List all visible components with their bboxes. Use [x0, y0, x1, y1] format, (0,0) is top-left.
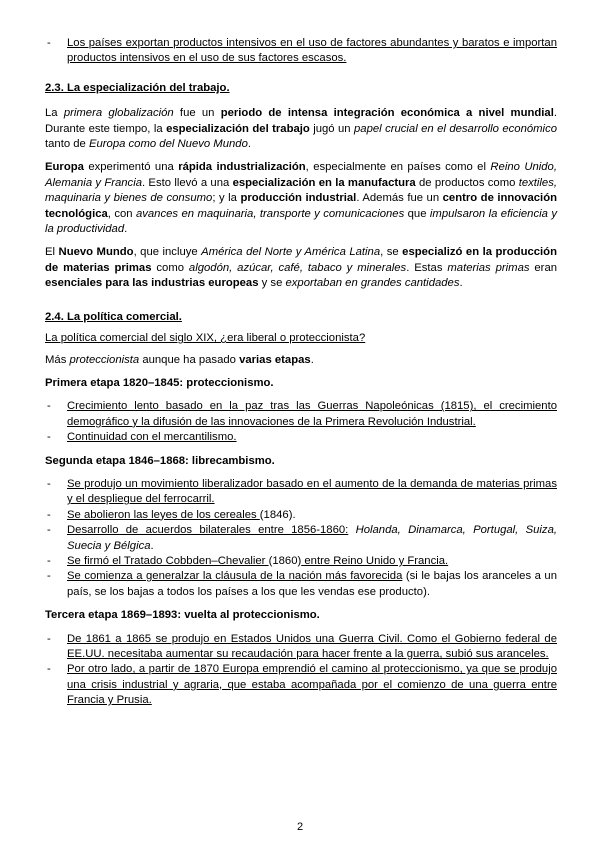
stage-3-list — [45, 632, 557, 709]
document-page — [45, 36, 557, 709]
paragraph-nuevo-mundo: El Nuevo Mundo, que incluye América del Norte y América Latina, se especializó en la producción de materias primas como algodón, azúcar, café, tabaco y minerales. Estas materias primas eran esenciales para las industrias europeas y se exportaban en grandes cantidades. — [45, 246, 558, 290]
section-heading-2-4: 2.4. La política comercial. — [45, 310, 182, 323]
stage-2-list — [45, 477, 557, 600]
page-number: 2 — [296, 821, 304, 833]
stage-1-list — [45, 399, 557, 445]
paragraph-europa: Europa experimentó una rápida industrialización, especialmente en países como el Reino Unido, Alemania y Francia. Esto llevó a una especialización en la manufactura de productos como textiles, maquinaria y bienes de consumo; y la producción industrial. Además fue un centro de innovación tecnológica, con avances en maquinaria, transporte y comunicaciones que impulsaron la eficiencia y la productividad. — [45, 161, 557, 236]
list-item: - Se comienza a generalzar la cláusula de la nación más favorecida (si le bajas los aranceles a un país, se los bajas a todos los países a los que les vendas ese producto). — [45, 569, 557, 600]
list-item: - Desarrollo de acuerdos bilaterales entre 1856-1860: Holanda, Dinamarca, Portugal, Suiza, Suecia y Bélgica. — [45, 523, 557, 554]
stage-1-title: Primera etapa 1820–1845: proteccionismo. — [45, 376, 274, 389]
list-item: - Por otro lado, a partir de 1870 Europa emprendió el camino al proteccionismo, ya que se produjo una crisis industrial y agraria, que estaba acompañada por el comienzo de una guerra entre Francia y Prusia. — [45, 662, 557, 708]
stage-2-title: Segunda etapa 1846–1868: librecambismo. — [45, 454, 275, 467]
section-heading-2-3: 2.3. La especialización del trabajo. — [45, 81, 230, 94]
answer-line: Más proteccionista aunque ha pasado varias etapas. — [45, 353, 314, 366]
list-item: - Los países exportan productos intensivos en el uso de factores abundantes y baratos e importan productos intensivos en el uso de sus factores escasos. — [45, 36, 557, 67]
list-item: - Continuidad con el mercantilismo. — [45, 430, 557, 445]
stage-3-title: Tercera etapa 1869–1893: vuelta al proteccionismo. — [45, 609, 320, 622]
list-item: - De 1861 a 1865 se produjo en Estados Unidos una Guerra Civil. Como el Gobierno federal de EE.UU. necesitaba aumentar su recaudación para hacer frente a la guerra, subió sus aranceles. — [45, 632, 557, 663]
list-item: - Se firmó el Tratado Cobbden–Chevalier (1860) entre Reino Unido y Francia. — [45, 554, 557, 569]
top-bullet-list — [45, 36, 557, 67]
list-item: - Se abolieron las leyes de los cereales (1846). — [45, 508, 557, 523]
question-line: La política comercial del siglo XIX, ¿era liberal o proteccionista? — [45, 332, 366, 345]
paragraph-globalizacion: La primera globalización fue un periodo de intensa integración económica a nivel mundial. Durante este tiempo, la especialización del trabajo jugó un papel crucial en el desarrollo económico tanto de Europa como del Nuevo Mundo. — [45, 107, 557, 151]
list-item: - Se produjo un movimiento liberalizador basado en el aumento de la demanda de materias primas y el despliegue del ferrocarril. — [45, 477, 557, 508]
list-item: - Crecimiento lento basado en la paz tras las Guerras Napoleónicas (1815), el crecimiento demográfico y la difusión de las innovaciones de la Primera Revolución Industrial. — [45, 399, 557, 430]
